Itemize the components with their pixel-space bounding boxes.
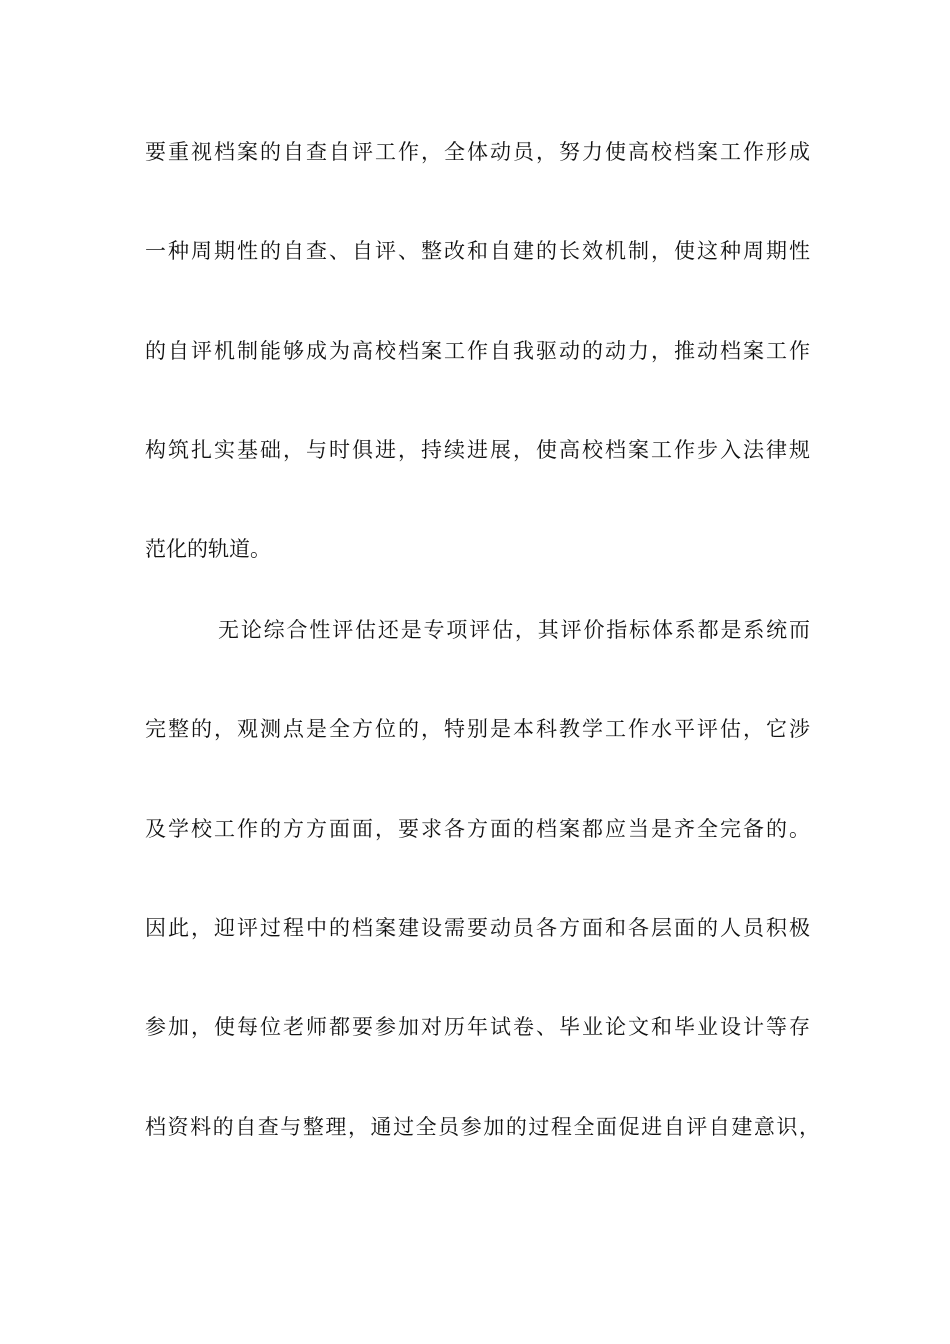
paragraph-line-8: 及学校工作的方方面面，要求各方面的档案都应当是齐全完备的。 (145, 817, 810, 841)
paragraph-line-3: 的自评机制能够成为高校档案工作自我驱动的动力，推动档案工作 (145, 339, 810, 363)
paragraph-line-1: 要重视档案的自查自评工作，全体动员，努力使高校档案工作形成 (145, 140, 810, 164)
paragraph-line-11: 档资料的自查与整理，通过全员参加的过程全面促进自评自建意识， (145, 1115, 820, 1139)
paragraph-line-6: 无论综合性评估还是专项评估，其评价指标体系都是系统而 (218, 618, 810, 642)
paragraph-line-5: 范化的轨道。 (145, 537, 271, 561)
paragraph-line-10: 参加，使每位老师都要参加对历年试卷、毕业论文和毕业设计等存 (145, 1015, 810, 1039)
paragraph-line-4: 构筑扎实基础，与时俱进，持续进展，使高校档案工作步入法律规 (145, 438, 810, 462)
paragraph-line-9: 因此，迎评过程中的档案建设需要动员各方面和各层面的人员积极 (145, 916, 810, 940)
paragraph-line-2: 一种周期性的自查、自评、整改和自建的长效机制，使这种周期性 (145, 239, 810, 263)
paragraph-line-7: 完整的，观测点是全方位的，特别是本科教学工作水平评估，它涉 (145, 717, 810, 741)
